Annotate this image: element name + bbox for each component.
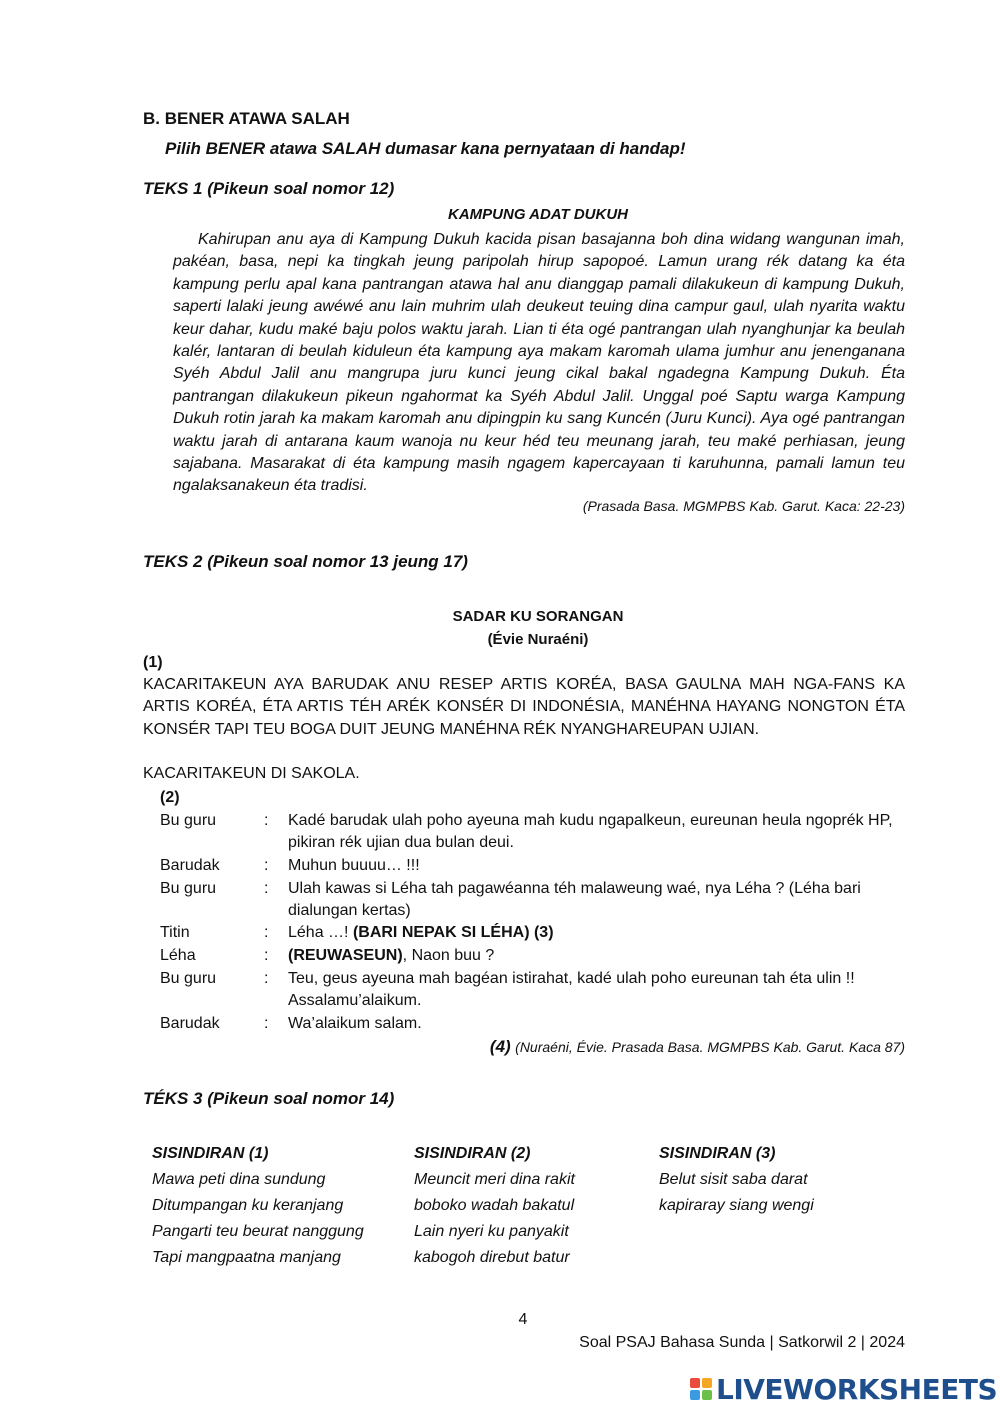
dialog-speaker: Bu guru — [160, 970, 217, 987]
stage-direction: (REUWASEUN) — [288, 947, 403, 964]
teks1-source: (Prasada Basa. MGMPBS Kab. Garut. Kaca: 22-23) — [582, 498, 905, 514]
teks1-title: KAMPUNG ADAT DUKUH — [448, 206, 628, 223]
dialog-line — [160, 922, 905, 944]
dialog-text: Ulah kawas si Léha tah pagawéanna téh malaweung waé, nya Léha ? (Léha bari dialungan kertas) — [288, 880, 861, 920]
teks2-marker-4: (4) — [489, 1037, 511, 1056]
teks1-body: Kahirupan anu aya di Kampung Dukuh kacida pisan basajanna boh dina widang wangunan imah, pakéan, basa, nepi ka tingkah jeung paripolah hirup sapopoé. Lamun urang rék datang ka éta kampung perlu apal kana pantrangan atawa hal anu dianggap pamali dilakukeun di kampung Dukuh, saperti lalaki jeung awéwé anu lain muhrim ulah deukeut teuing dina campur gaul, ulah nyarita waktu keur dahar, kudu maké baju polos waktu jarah. Lian ti éta ogé pantrangan ulah nyanghunjar ka beulah kalér, lantaran di beulah kiduleun éta kampung aya makam karomah ulama jumhur anu jenenganana Syéh Abdul Jalil anu mangrupa juru kunci jeung cikal bakal ngadegna Kampung Dukuh. Éta pantrangan dilakukeun pikeun ngahormat ka Syéh Abdul Jalil. Unggal poé Saptu warga Kampung Dukuh rotin jarah ka makam karomah anu dipingpin ku sang Kuncén (Juru Kunci). Aya ogé pantrangan waktu jarah di antarana kaum wanoja nu keur héd teu meunang jarah, teu maké perhiasan, jeung sajabana. Masarakat di éta kampung masih ngagem kapercayaan ti karuhunna, pamali lamun teu ngalaksanakeun éta tradisi. — [173, 231, 905, 495]
dialog-line — [160, 810, 905, 855]
poem-sisindiran-2 — [414, 1141, 575, 1271]
poem-line: Ditumpangan ku keranjang — [152, 1197, 344, 1214]
dialog-colon: : — [264, 947, 269, 964]
dialog-text-plain: , Naon buu ? — [402, 947, 495, 964]
poem-title: SISINDIRAN (3) — [659, 1145, 776, 1162]
dialog-text-plain: Léha …! — [288, 924, 353, 941]
dialog-text: Muhun buuuu… !!! — [288, 857, 420, 874]
dialog-speaker: Bu guru — [160, 880, 217, 897]
logo-tile — [690, 1390, 700, 1400]
poem-line: boboko wadah bakatul — [414, 1197, 575, 1214]
teks2-source-line — [490, 1037, 905, 1057]
dialog-line — [160, 855, 905, 877]
dialog-colon: : — [264, 1015, 269, 1032]
dialog-line — [160, 968, 905, 1013]
poem-sisindiran-3 — [659, 1141, 814, 1219]
dialog-colon: : — [264, 970, 269, 987]
section-instruction: Pilih BENER atawa SALAH dumasar kana pernyataan di handap! — [165, 139, 686, 158]
teks3-heading: TÉKS 3 (Pikeun soal nomor 14) — [143, 1089, 395, 1108]
dialog-colon: : — [264, 924, 269, 941]
poem-title: SISINDIRAN (1) — [152, 1145, 269, 1162]
dialog-line — [160, 1013, 905, 1035]
dialog-text — [288, 922, 905, 944]
dialog-text: Wa’alaikum salam. — [288, 1015, 422, 1032]
poem-line: Mawa peti dina sundung — [152, 1171, 326, 1188]
document-info: Soal PSAJ Bahasa Sunda | Satkorwil 2 | 2024 — [579, 1334, 905, 1351]
poem-line: kabogoh direbut batur — [414, 1249, 570, 1266]
poem-title: SISINDIRAN (2) — [414, 1145, 531, 1162]
teks2-paragraph-1: KACARITAKEUN AYA BARUDAK ANU RESEP ARTIS KORÉA, BASA GAULNA MAH NGA-FANS KA ARTIS KORÉA, ÉTA ARTIS TÉH ARÉK KONSÉR DI INDONÉSIA, MANÉHNA HAYANG NONGTON ÉTA KONSÉR TAPI TEU BOGA DUIT JEUNG MANÉHNA RÉK NYANGHAREUPAN UJIAN. — [143, 676, 905, 738]
section-title: B. BENER ATAWA SALAH — [143, 109, 350, 128]
dialog-speaker: Barudak — [160, 1015, 220, 1032]
teks1-heading: TEKS 1 (Pikeun soal nomor 12) — [143, 179, 395, 198]
dialog-text — [288, 945, 905, 967]
teks2-heading: TEKS 2 (Pikeun soal nomor 13 jeung 17) — [143, 552, 468, 571]
teks2-title: SADAR KU SORANGAN — [452, 608, 624, 625]
dialog-colon: : — [264, 812, 269, 829]
logo-tiles-icon — [690, 1378, 712, 1400]
dialog-speaker: Bu guru — [160, 812, 217, 829]
dialog-speaker: Titin — [160, 924, 190, 941]
dialog-speaker: Barudak — [160, 857, 220, 874]
dialog-text: Kadé barudak ulah poho ayeuna mah kudu ngapalkeun, eureunan heula ngoprék HP, pikiran rék ujian dua bulan deui. — [288, 812, 893, 852]
poem-line: Pangarti teu beurat nanggung — [152, 1223, 364, 1240]
poem-sisindiran-1 — [152, 1141, 364, 1271]
teks2-marker-1: (1) — [143, 654, 163, 671]
poem-line: kapiraray siang wengi — [659, 1197, 814, 1214]
poem-line: Lain nyeri ku panyakit — [414, 1223, 569, 1240]
dialog-line — [160, 878, 905, 923]
dialog-colon: : — [264, 880, 269, 897]
brand-name: LIVEWORKSHEETS — [716, 1372, 998, 1406]
teks2-marker-2: (2) — [160, 789, 180, 806]
poem-line: Belut sisit saba darat — [659, 1171, 808, 1188]
poem-line: Tapi mangpaatna manjang — [152, 1249, 341, 1266]
logo-tile — [690, 1378, 700, 1388]
poem-line: Meuncit meri dina rakit — [414, 1171, 575, 1188]
logo-tile — [702, 1390, 712, 1400]
dialog-line — [160, 945, 905, 967]
dialog-speaker: Léha — [160, 947, 196, 964]
liveworksheets-logo[interactable] — [690, 1372, 997, 1406]
dialog-text: Teu, geus ayeuna mah bagéan istirahat, kadé ulah poho eureunan tah éta ulin !! Assalamu’alaikum. — [288, 970, 855, 1010]
teks2-author: (Évie Nuraéni) — [487, 631, 589, 648]
teks2-source: (Nuraéni, Évie. Prasada Basa. MGMPBS Kab. Garut. Kaca 87) — [515, 1039, 905, 1055]
dialog-colon: : — [264, 857, 269, 874]
page-number: 4 — [518, 1311, 528, 1328]
teks2-paragraph-2: KACARITAKEUN DI SAKOLA. — [143, 765, 360, 782]
logo-tile — [702, 1378, 712, 1388]
stage-direction: (BARI NEPAK SI LÉHA) (3) — [352, 924, 554, 941]
